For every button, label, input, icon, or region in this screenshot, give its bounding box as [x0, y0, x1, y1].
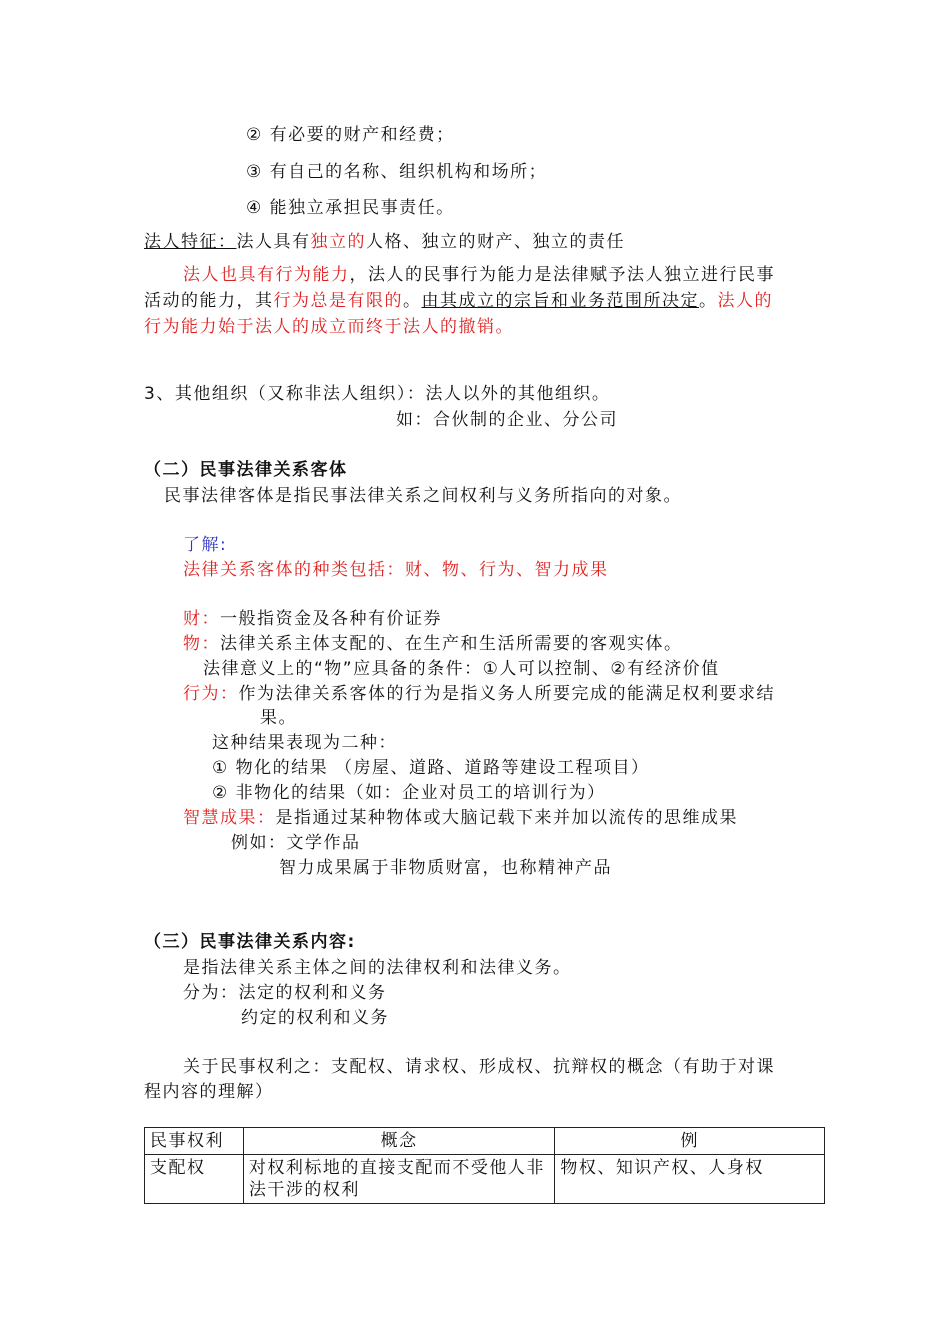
split-2: 约定的权利和义务 [241, 1008, 389, 1028]
rights-about-2: 程内容的理解） [144, 1082, 274, 1102]
table-row [145, 1155, 825, 1204]
capacity-red-1: 法人也具有行为能力 [183, 265, 350, 285]
capacity-line-3: 行为能力始于法人的成立而终于法人的撤销。 [144, 317, 514, 337]
section-3-heading: （三）民事法律关系内容: [144, 932, 356, 952]
money-text: 一般指资金及各种有价证券 [220, 609, 442, 629]
wisdom-line [183, 807, 738, 829]
table-header-cell: 民事权利 [145, 1128, 244, 1155]
condition-item-2: ② 有必要的财产和经费； [246, 125, 455, 145]
table-cell: 对权利标地的直接支配而不受他人非法干涉的权利 [243, 1155, 555, 1204]
features-label: 法人特征： [144, 232, 237, 252]
thing-label: 物： [183, 634, 220, 654]
table-cell: 物权、知识产权、人身权 [555, 1155, 825, 1204]
object-types: 法律关系客体的种类包括：财、物、行为、智力成果 [183, 560, 609, 580]
rights-table [144, 1127, 825, 1204]
capacity-red-3a: 法人的 [717, 291, 773, 311]
rights-about-1: 关于民事权利之：支配权、请求权、形成权、抗辩权的概念（有助于对课 [183, 1057, 775, 1077]
capacity-text-1: ，法人的民事行为能力是法律赋予法人独立进行民事 [349, 265, 775, 285]
wisdom-text: 是指通过某种物体或大脑记载下来并加以流传的思维成果 [275, 808, 738, 828]
capacity-text-2c: 。 [699, 291, 718, 311]
act-text: 作为法律关系客体的行为是指义务人所要完成的能满足权利要求结 [238, 684, 775, 704]
money-label: 财： [183, 609, 220, 629]
two-kinds: 这种结果表现为二种： [212, 733, 397, 753]
split-line [183, 982, 387, 1004]
money-line [183, 608, 442, 630]
capacity-line-2 [144, 290, 773, 312]
capacity-line-1 [183, 264, 775, 286]
section-2-definition: 民事法律客体是指民事法律关系之间权利与义务所指向的对象。 [164, 486, 682, 506]
condition-item-3: ③ 有自己的名称、组织机构和场所； [246, 162, 548, 182]
thing-line [183, 633, 683, 655]
table-cell: 支配权 [145, 1155, 244, 1204]
features-text-red: 独立的 [310, 232, 366, 252]
table-header-cell: 概念 [243, 1128, 555, 1155]
features-text-a: 法人具有 [236, 232, 311, 252]
condition-item-4: ④ 能独立承担民事责任。 [246, 198, 455, 218]
other-organization: 3、其他组织（又称非法人组织）：法人以外的其他组织。 [144, 384, 611, 404]
act-label: 行为： [183, 684, 239, 704]
thing-text: 法律关系主体支配的、在生产和生活所需要的客观实体。 [220, 634, 683, 654]
wisdom-note: 智力成果属于非物质财富，也称精神产品 [279, 858, 612, 878]
wisdom-example: 例如：文学作品 [231, 833, 361, 853]
wisdom-label: 智慧成果： [183, 808, 276, 828]
capacity-red-2: 行为总是有限的 [273, 291, 403, 311]
other-organization-example: 如：合伙制的企业、分公司 [396, 410, 618, 430]
section-2-heading: （二）民事法律关系客体 [144, 460, 348, 480]
capacity-text-2a: 活动的能力，其 [144, 291, 274, 311]
capacity-underline: 由其成立的宗旨和业务范围所决定 [421, 291, 699, 311]
capacity-text-2b: 。 [403, 291, 422, 311]
features-text-b: 人格、独立的财产、独立的责任 [366, 232, 625, 252]
section-3-definition: 是指法律关系主体之间的法律权利和法律义务。 [183, 958, 572, 978]
act-text-continued: 果。 [260, 708, 297, 728]
split-label: 分为： [183, 983, 239, 1003]
kind-1: ① 物化的结果 （房屋、道路、道路等建设工程项目） [212, 758, 650, 778]
kind-2: ② 非物化的结果（如：企业对员工的培训行为） [212, 783, 606, 803]
table-header-row [145, 1128, 825, 1155]
understand-label: 了解: [183, 535, 228, 555]
legal-person-features [144, 231, 625, 253]
split-1: 法定的权利和义务 [238, 983, 387, 1003]
act-line [183, 683, 775, 705]
thing-conditions: 法律意义上的“物”应具备的条件：①人可以控制、②有经济价值 [203, 659, 720, 679]
table-header-cell: 例 [555, 1128, 825, 1155]
